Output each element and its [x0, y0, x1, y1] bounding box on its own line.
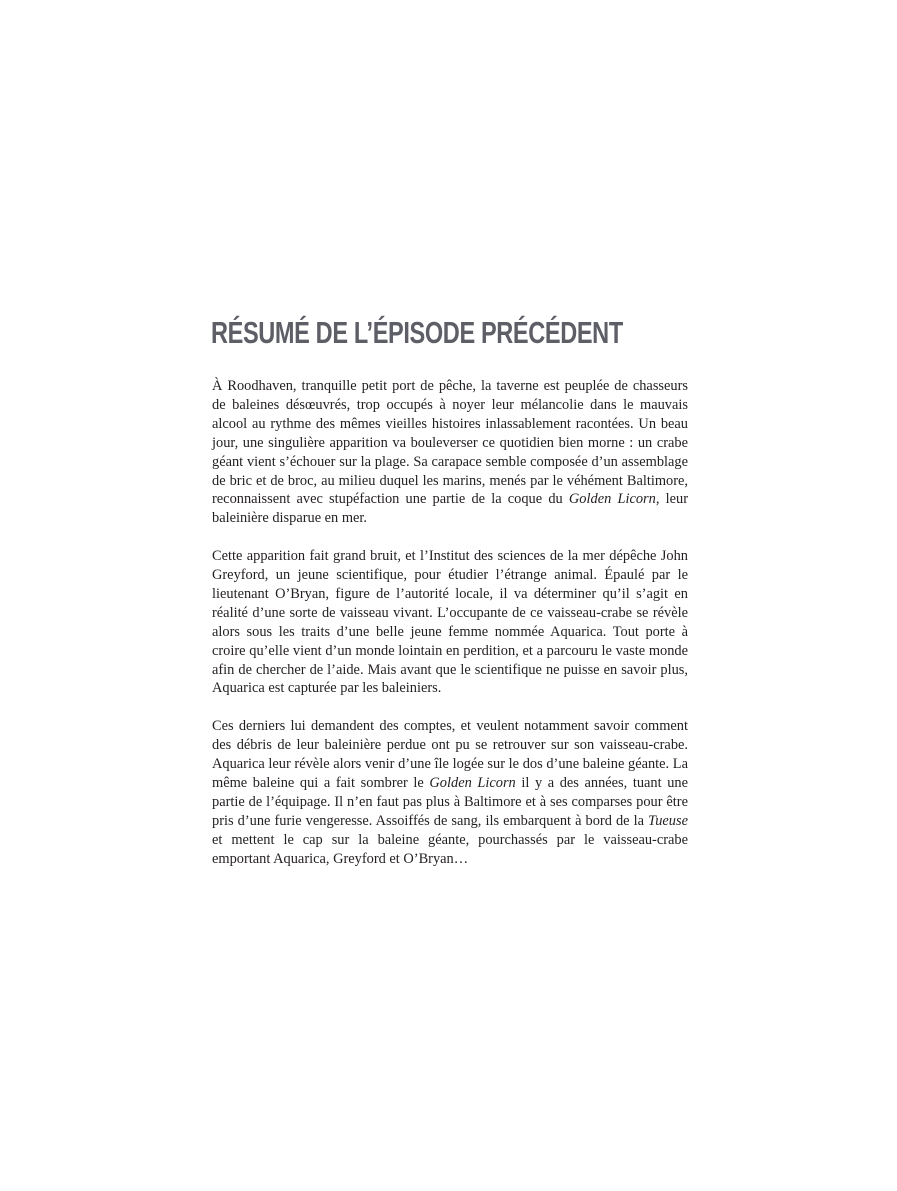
ship-name: Golden Licorn: [429, 775, 516, 791]
paragraph-2: [212, 547, 688, 698]
paragraph-3: [212, 717, 688, 868]
ship-name: Golden Licorn: [568, 491, 656, 508]
text-run: , leur baleinière disparue en mer.: [212, 491, 688, 527]
summary-text: [212, 377, 688, 869]
page-title: RÉSUMÉ DE L’ÉPISODE PRÉCÉDENT: [211, 315, 623, 350]
ship-name: Tueuse: [648, 812, 688, 829]
text-run: Cette apparition fait grand bruit, et l’Institut des sciences de la mer dépêche John Greyford, un jeune scientifique, pour étudier l’étrange animal. Épaulé par le lieutenant O’Bryan, figure de l’autorité locale, il va déterminer qu’il s’agit en réalité d’une sorte de vaisseau vivant. L’occupante de ce vaisseau-crabe se révèle alors sous les traits d’une belle jeune femme nommée Aquarica. Tout porte à croire qu’elle vient d’un monde lointain en perdition, et a parcouru le vaste monde afin de chercher de l’aide. Mais avant que le scientifique ne puisse en savoir plus, Aquarica est capturée par les baleiniers.: [212, 548, 688, 697]
text-run: Ces derniers lui demandent des comptes, et veulent notamment savoir comment des débris de leur baleinière perdue ont pu se retrouver sur son vaisseau-crabe. Aquarica leur révèle alors venir d’une île logée sur le dos d’une baleine géante. La même baleine qui a fait sombrer le: [212, 718, 688, 791]
text-run: À Roodhaven, tranquille petit port de pêche, la taverne est peuplée de chasseurs de baleines désœuvrés, trop occupés à noyer leur mélancolie dans le mauvais alcool au rythme des mêmes vieilles histoires inlassablement racontées. Un beau jour, une singulière apparition va bouleverser ce quotidien bien morne : un crabe géant vient s’échouer sur la plage. Sa carapace semble composée d’un assemblage de bric et de broc, au milieu duquel les marins, menés par le véhément Baltimore, reconnaissent avec stupéfaction une partie de la coque du: [212, 378, 688, 508]
text-run: il y a des années, tuant une partie de l’équipage. Il n’en faut pas plus à Baltimore et à ses comparses pour être pris d’une furie vengeresse. Assoiffés de sang, ils embarquent à bord de la: [212, 775, 689, 829]
paragraph-1: [212, 377, 688, 528]
text-run: et mettent le cap sur la baleine géante, pourchassés par le vaisseau-crabe emportant Aquarica, Greyford et O’Bryan…: [212, 831, 688, 867]
